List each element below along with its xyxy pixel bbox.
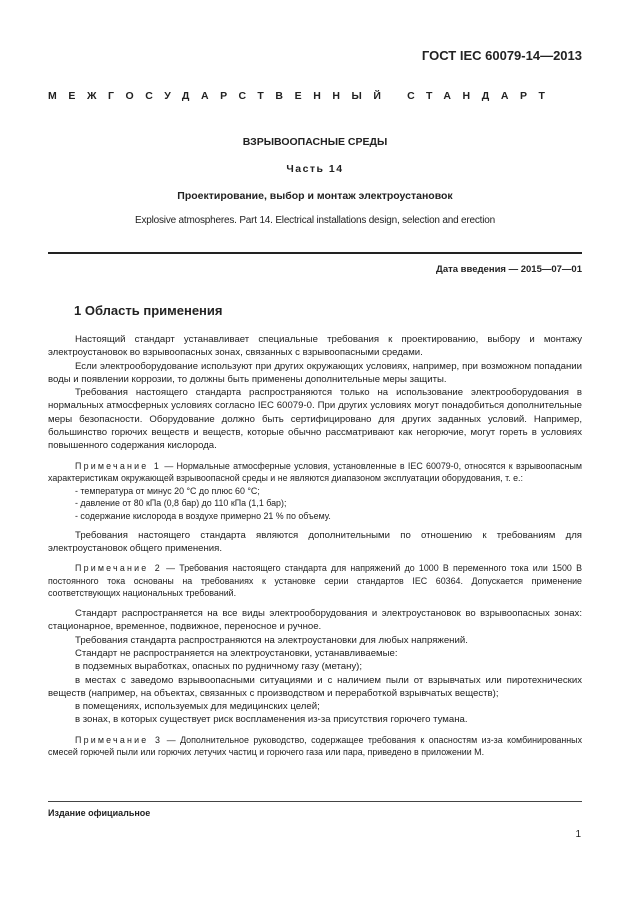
exclusion-item: в помещениях, используемых для медицинских целей; bbox=[75, 701, 320, 713]
paragraph-1: Настоящий стандарт устанавливает специальные требования к проектированию, выбору и монтажу электроустановок во взрывоопасных зонах, связанных с взрывоопасными средами. bbox=[48, 334, 582, 359]
exclusion-item: в подземных выработках, опасных по рудничному газу (метану); bbox=[75, 661, 363, 673]
note-2-label: Примечание 2 bbox=[75, 563, 162, 574]
effective-date: Дата введения — 2015—07—01 bbox=[436, 264, 582, 275]
note-1-label: Примечание 1 bbox=[75, 460, 162, 471]
exclusion-item: в местах с заведомо взрывоопасными ситуациями и с наличием пыли от взрывчатых или пиротехнических веществ (например, на объектах, связанных с производством и переработкой взрывчатых веществ); bbox=[48, 674, 582, 699]
note-2-text: — Требования настоящего стандарта для напряжений до 1000 В переменного тока или 1500 В постоянного тока основаны на требованиях к установке серии стандартов IEC 60364. Допускается применение соответствующих национальных требований. bbox=[48, 563, 582, 599]
paragraph-4: Требования настоящего стандарта являются дополнительными по отношению к требованиям для электроустановок общего применения. bbox=[48, 529, 582, 554]
note-1 bbox=[48, 460, 582, 485]
note-1-text: — Нормальные атмосферные условия, установленные в IEC 60079-0, относятся к взрывоопасным характеристикам окружающей взрывоопасной среды и не являются диапазоном эксплуатации оборудования, т. е.: bbox=[48, 460, 583, 484]
document-title: ВЗРЫВООПАСНЫЕ СРЕДЫ bbox=[242, 136, 388, 148]
note-3 bbox=[48, 734, 582, 759]
note-1-item: - температура от минус 20 °С до плюс 60 °С; bbox=[75, 485, 260, 496]
paragraph-6: Требования стандарта распространяются на электроустановки для любых напряжений. bbox=[75, 634, 468, 646]
paragraph-3: Требования настоящего стандарта распространяются только на использование электрооборудования в нормальных атмосферных условиях согласно IEC 60079-0. При других условиях могут понадобиться дополнительные меры безопасности. Оборудование должно быть сертифицировано для других заданных условий. Например, большинство горючих веществ и веществ, которые обычно рассматривают как негорючие, могут гореть в условиях повышенного содержания кислорода. bbox=[48, 387, 582, 452]
paragraph-5: Стандарт распространяется на все виды электрооборудования и электроустановок во взрывоопасных зонах: стационарное, временное, подвижное, переносное и ручное. bbox=[48, 608, 582, 633]
exclusion-item: в зонах, в которых существует риск воспламенения из-за присутствия горючего тумана. bbox=[75, 714, 468, 726]
english-title: Explosive atmospheres. Part 14. Electrical installations design, selection and erection bbox=[134, 215, 496, 226]
page-number: 1 bbox=[575, 829, 581, 840]
interstate-standard-banner: МЕЖГОСУДАРСТВЕННЫЙ СТАНДАРТ bbox=[48, 90, 557, 102]
document-subtitle: Проектирование, выбор и монтаж электроустановок bbox=[177, 190, 453, 202]
document-part: Часть 14 bbox=[286, 163, 344, 175]
paragraph-7: Стандарт не распространяется на электроустановки, устанавливаемые: bbox=[75, 647, 398, 659]
note-2 bbox=[48, 562, 582, 600]
section-title: 1 Область применения bbox=[74, 303, 223, 318]
standard-number: ГОСТ IEC 60079-14—2013 bbox=[421, 48, 582, 63]
paragraph-2: Если электрооборудование используют при других окружающих условиях, например, при возможном попадании воды и появлении коррозии, то должны быть применены дополнительные меры защиты. bbox=[48, 360, 582, 385]
note-3-text: — Дополнительное руководство, содержащее требования к опасностям из-за комбинированных смесей горючей пыли или горючих летучих частиц и горючего газа или пара, приведено в приложении М. bbox=[48, 734, 583, 758]
section-body bbox=[48, 333, 582, 759]
official-edition-label: Издание официальное bbox=[48, 808, 151, 818]
header-divider bbox=[48, 252, 582, 254]
footer-divider bbox=[48, 801, 582, 802]
note-1-item: - содержание кислорода в воздухе примерно 21 % по объему. bbox=[75, 511, 331, 522]
note-1-item: - давление от 80 кПа (0,8 бар) до 110 кПа (1,1 бар); bbox=[75, 498, 287, 509]
note-3-label: Примечание 3 bbox=[75, 734, 163, 745]
